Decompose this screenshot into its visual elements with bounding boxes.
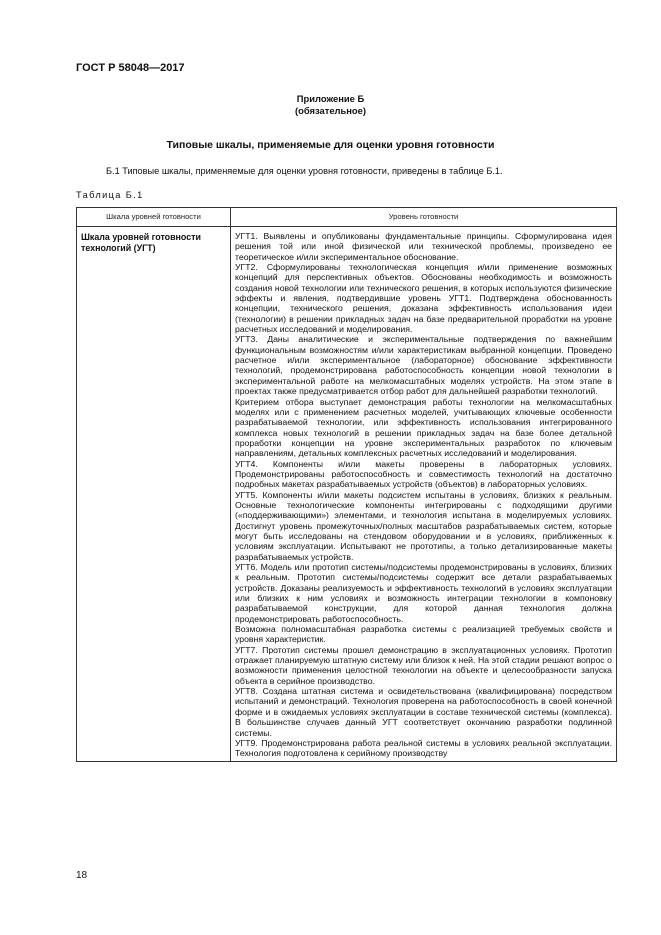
header-level: Уровень готовности	[231, 208, 617, 227]
readiness-table	[76, 207, 617, 762]
level-paragraph: Критерием отбора выступает демонстрация работы технологии на мелкомасштабных моделях или с применением расчетных моделей, учитывающих ключевые особенности разрабатываемой технологии, или эффективность использования интегрированного комплекса новых технологий в решении прикладных задач на базе более детальной проработки концепции на уровне экспериментальных разработок по ключевым направлениям, детальных комплексных расчетных исследований и моделирования.	[235, 396, 612, 459]
standard-designation: ГОСТ Р 58048—2017	[76, 62, 185, 74]
level-paragraph: УГТ9. Продемонстрирована работа реальной системы в условиях реальной эксплуатации. Технология подготовлена к серийному производству	[235, 737, 612, 759]
level-paragraph: УГТ7. Прототип системы прошел демонстрацию в эксплуатационных условиях. Прототип отражает планируемую штатную систему или близок к ней. На этой стадии решают вопрос о возможности применения целостной технологии на объекте и целесообразности запуска объекта в серийное производство.	[235, 644, 612, 686]
header-scale: Шкала уровней готовности	[77, 208, 231, 227]
level-paragraph: УГТ1. Выявлены и опубликованы фундаментальные принципы. Сформулирована идея решения той или иной физической или технической проблемы, произведено ее теоретическое и/или экспериментальное обоснование.	[235, 231, 612, 262]
level-paragraph: Возможна полномасштабная разработка системы с реализацией требуемых свойств и уровня характеристик.	[235, 624, 612, 645]
level-paragraph: УГТ3. Даны аналитические и экспериментальные подтверждения по важнейшим функциональным возможностям и/или характеристикам выбранной концепции. Проведено расчетное и/или экспериментальное (лабораторное) обоснование эффективности технологий, продемонстрирована работоспособность концепции новой технологии в экспериментальной работе на мелкомасштабных моделях устройств. На этом этапе в проектах также предусматривается отбор работ для дальнейшей разработки технологий.	[235, 334, 612, 397]
appendix-status: (обязательное)	[295, 105, 366, 116]
scale-name: Шкала уровней готовности технологий (УГТ)	[81, 232, 201, 253]
intro-paragraph: Б.1 Типовые шкалы, применяемые для оценки уровня готовности, приведены в таблице Б.1.	[106, 166, 503, 176]
table-label: Таблица Б.1	[76, 190, 144, 200]
level-paragraph: УГТ5. Компоненты и/или макеты подсистем испытаны в условиях, близких к реальным. Основные технологические компоненты интегрированы с подходящими другими («поддерживающими») элементами, и технология испытана в моделируемых условиях. Достигнут уровень промежуточных/полных масштабов разрабатываемых систем, которые могут быть исследованы на стендовом оборудовании и в условиях, приближенных к условиям эксплуатации. Испытывают не прототипы, а только детализированные макеты разрабатываемых устройств.	[235, 489, 612, 562]
scale-cell	[77, 227, 231, 762]
levels-list	[231, 227, 616, 761]
levels-cell	[231, 227, 617, 762]
appendix-title: Приложение Б	[296, 93, 365, 104]
level-paragraph: УГТ6. Модель или прототип системы/подсистемы продемонстрированы в условиях, близких к реальным. Прототип системы/подсистемы содержит все детали разрабатываемых устройств. Доказаны реализуемость и эффективность технологий в условиях эксплуатации или близких к ним условиях и возможность интеграции технологии в компоновку разрабатываемой конструкции, для которой данная технология должна продемонстрировать работоспособность.	[235, 562, 612, 624]
table-header-row	[77, 208, 617, 227]
table-row	[77, 227, 617, 762]
level-paragraph: УГТ8. Создана штатная система и освидетельствована (квалифицирована) посредством испытаний и демонстраций. Технология проверена на работоспособность в своей конечной форме и в ожидаемых условиях эксплуатации в составе технической системы (комплекса). В большинстве случаев данный УГТ соответствует окончанию разработки подлинной системы.	[235, 686, 612, 738]
level-paragraph: УГТ2. Сформулированы технологическая концепция и/или применение возможных концепций для перспективных объектов. Обоснованы необходимость и возможность создания новой технологии или технического решения, в которых используются физические эффекты и явления, подтвердившие уровень УГТ1. Подтверждена обоснованность концепции, технического решения, доказана эффективность использования идеи (технологии) в решении прикладных задач на базе предварительной проработки на уровне расчетных исследований и моделирования.	[235, 262, 612, 335]
level-paragraph: УГТ4. Компоненты и/или макеты проверены в лабораторных условиях. Продемонстрированы работоспособность и совместимость технологий на достаточно подробных макетах разрабатываемых устройств (объектов) в лабораторных условиях.	[235, 458, 612, 490]
appendix-heading	[0, 93, 661, 117]
section-title: Типовые шкалы, применяемые для оценки уровня готовности	[166, 139, 495, 151]
page-number: 18	[76, 870, 88, 881]
